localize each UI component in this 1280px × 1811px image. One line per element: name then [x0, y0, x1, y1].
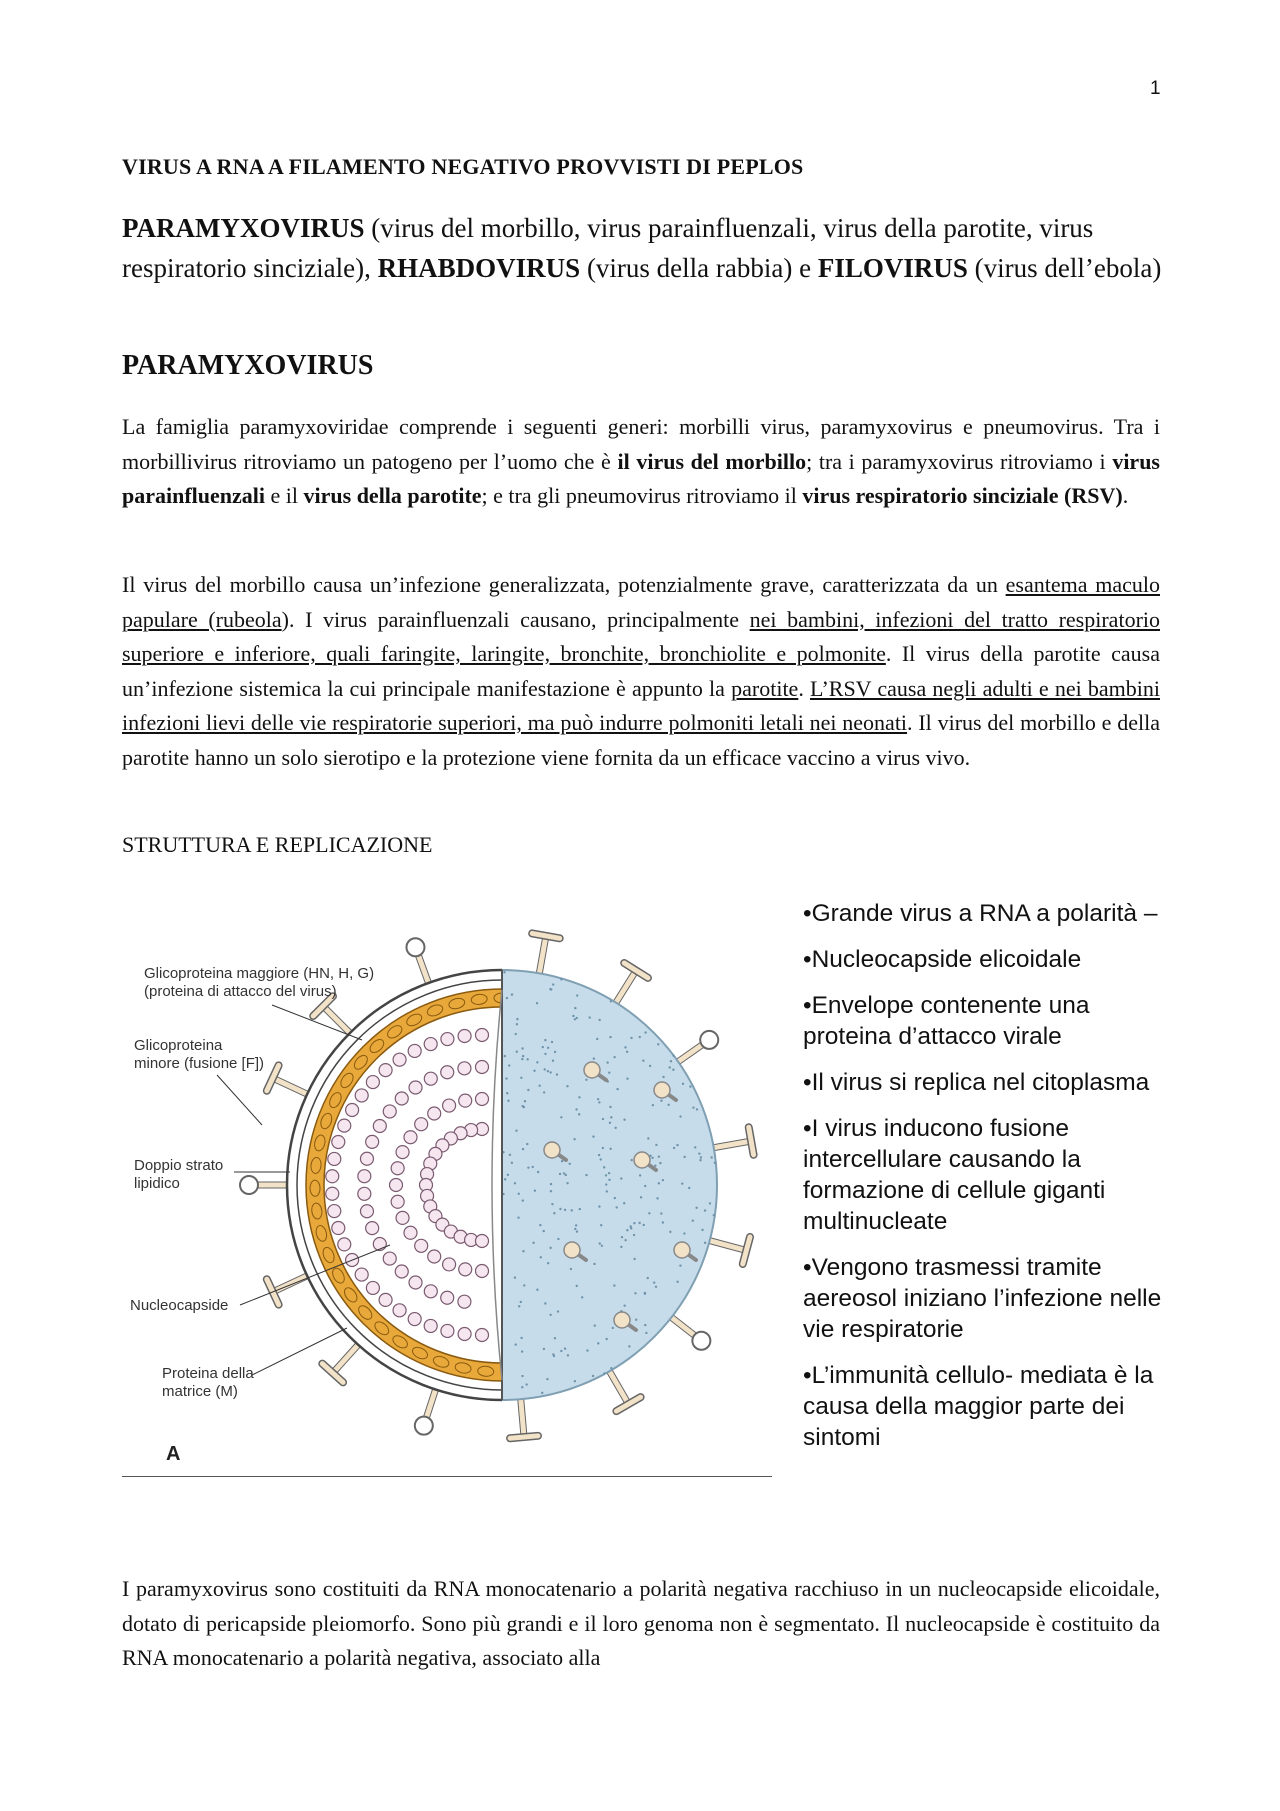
- spike: [415, 1389, 436, 1434]
- page-number: 1: [1150, 78, 1161, 99]
- spike: [710, 1237, 750, 1264]
- list-item: •Nucleocapside elicoidale: [803, 946, 1082, 973]
- label-matrix-protein: Proteina della: [162, 1365, 254, 1382]
- label-matrix-protein-sub: matrice (M): [162, 1383, 238, 1400]
- family-desc: (virus del morbillo, virus parainfluenzali, virus della parotite, virus respiratorio sinciziale),: [122, 213, 1094, 283]
- panel-letter: A: [166, 1443, 181, 1465]
- list-item: •Envelope contenente una proteina d’attacco virale: [803, 992, 1090, 1050]
- family-desc: (virus della rabbia) e: [580, 253, 818, 283]
- label-glycoprotein-minor-sub: minore (fusione [F]): [134, 1055, 265, 1072]
- label-glycoprotein-minor: Glicoproteina: [134, 1037, 223, 1054]
- paragraph-genera: La famiglia paramyxoviridae comprende i seguenti generi: morbilli virus, paramyxovirus e pneumovirus. Tra i morbillivirus ritroviamo un patogeno per l’uomo che è il virus del morbillo; tra i paramyxovirus ritroviamo i virus parainfluenzali e il virus della parotite; e tra gli pneumovirus ritroviamo il virus respiratorio sinciziale (RSV).: [122, 414, 1160, 508]
- bold-term: il virus del morbillo: [617, 448, 807, 474]
- family-name: RHABDOVIRUS: [377, 253, 581, 283]
- spike: [714, 1127, 754, 1155]
- spike: [240, 1176, 287, 1194]
- underlined-text: esantema maculo papulare (rubeola: [122, 572, 1160, 632]
- bold-term: virus parainfluenzali: [122, 448, 1160, 508]
- spike: [267, 1065, 307, 1094]
- underlined-text: L’RSV causa negli adulti e nei bambini infezioni lievi delle vie respiratorie superiori, ma può indurre polmoniti letali nei neonati: [122, 675, 1160, 735]
- virus-families: [122, 208, 1162, 288]
- spike: [678, 1031, 718, 1062]
- list-item: •Vengono trasmessi tramite aereosol iniziano l’infezione nelle vie respiratorie: [803, 1254, 1162, 1343]
- list-item: •L’immunità cellulo- mediata è la causa della maggior parte dei sintomi: [803, 1362, 1154, 1451]
- list-item: •Grande virus a RNA a polarità –: [803, 900, 1158, 927]
- spike: [510, 1399, 538, 1438]
- spike: [610, 1371, 641, 1411]
- family-desc: (virus dell’ebola): [967, 253, 1162, 283]
- spike: [322, 1345, 358, 1383]
- spike: [532, 933, 560, 973]
- feature-list: [803, 898, 1183, 1468]
- spike: [313, 996, 350, 1033]
- section-title: PARAMYXOVIRUS: [122, 350, 374, 381]
- family-name: PARAMYXOVIRUS: [122, 213, 365, 243]
- structure-title: STRUTTURA E REPLICAZIONE: [122, 832, 433, 857]
- figure-divider: [122, 1476, 772, 1477]
- spike: [671, 1317, 710, 1349]
- label-nucleocapsid: Nucleocapside: [130, 1297, 229, 1314]
- family-name: FILOVIRUS: [817, 253, 968, 283]
- label-lipid-bilayer-sub: lipidico: [134, 1175, 180, 1192]
- paramyxovirus-diagram: [122, 920, 772, 1475]
- paragraph-diseases: Il virus del morbillo causa un’infezione generalizzata, potenzialmente grave, caratterizzata da un esantema maculo papulare (rubeola). I virus parainfluenzali causano, principalmente nei bambini, infezioni del tratto respiratorio superiore e inferiore, quali faringite, laringite, bronchite, bronchiolite e polmonite. Il virus della parotite causa un’infezione sistemica la cui principale manifestazione è appunto la parotite. L’RSV causa negli adulti e nei bambini infezioni lievi delle vie respiratorie superiori, ma può indurre polmoniti letali nei neonati. Il virus del morbillo e della parotite hanno un solo sierotipo e la protezione viene fornita da un efficace vaccino a virus vivo.: [122, 572, 1161, 770]
- list-item: •I virus inducono fusione intercellulare causando la formazione di cellule giganti multinucleate: [803, 1115, 1106, 1235]
- bold-term: virus respiratorio sinciziale (RSV): [802, 483, 1123, 508]
- label-lipid-bilayer: Doppio strato: [134, 1157, 224, 1174]
- spike: [406, 938, 428, 983]
- document-heading: VIRUS A RNA A FILAMENTO NEGATIVO PROVVISTI DI PEPLOS: [122, 154, 804, 179]
- bold-term: virus della parotite: [303, 483, 482, 508]
- label-glycoprotein-major-sub: (proteina di attacco del virus): [144, 983, 337, 1000]
- list-item: •Il virus si replica nel citoplasma: [803, 1069, 1150, 1096]
- underlined-text: nei bambini, infezioni del tratto respiratorio superiore e inferiore, quali faringite, laringite, bronchite, bronchiolite e polmonite: [122, 606, 1161, 666]
- spike: [616, 963, 648, 1003]
- paragraph-structure: I paramyxovirus sono costituiti da RNA monocatenario a polarità negativa racchiuso in un nucleocapside elicoidale, dotato di pericapside pleiomorfo. Sono più grandi e il loro genoma non è segmentato. Il nucleocapside è costituito da RNA monocatenario a polarità negativa, associato alla: [122, 1576, 1160, 1670]
- label-glycoprotein-major: Glicoproteina maggiore (HN, H, G): [144, 965, 375, 982]
- underlined-text: parotite: [731, 675, 799, 701]
